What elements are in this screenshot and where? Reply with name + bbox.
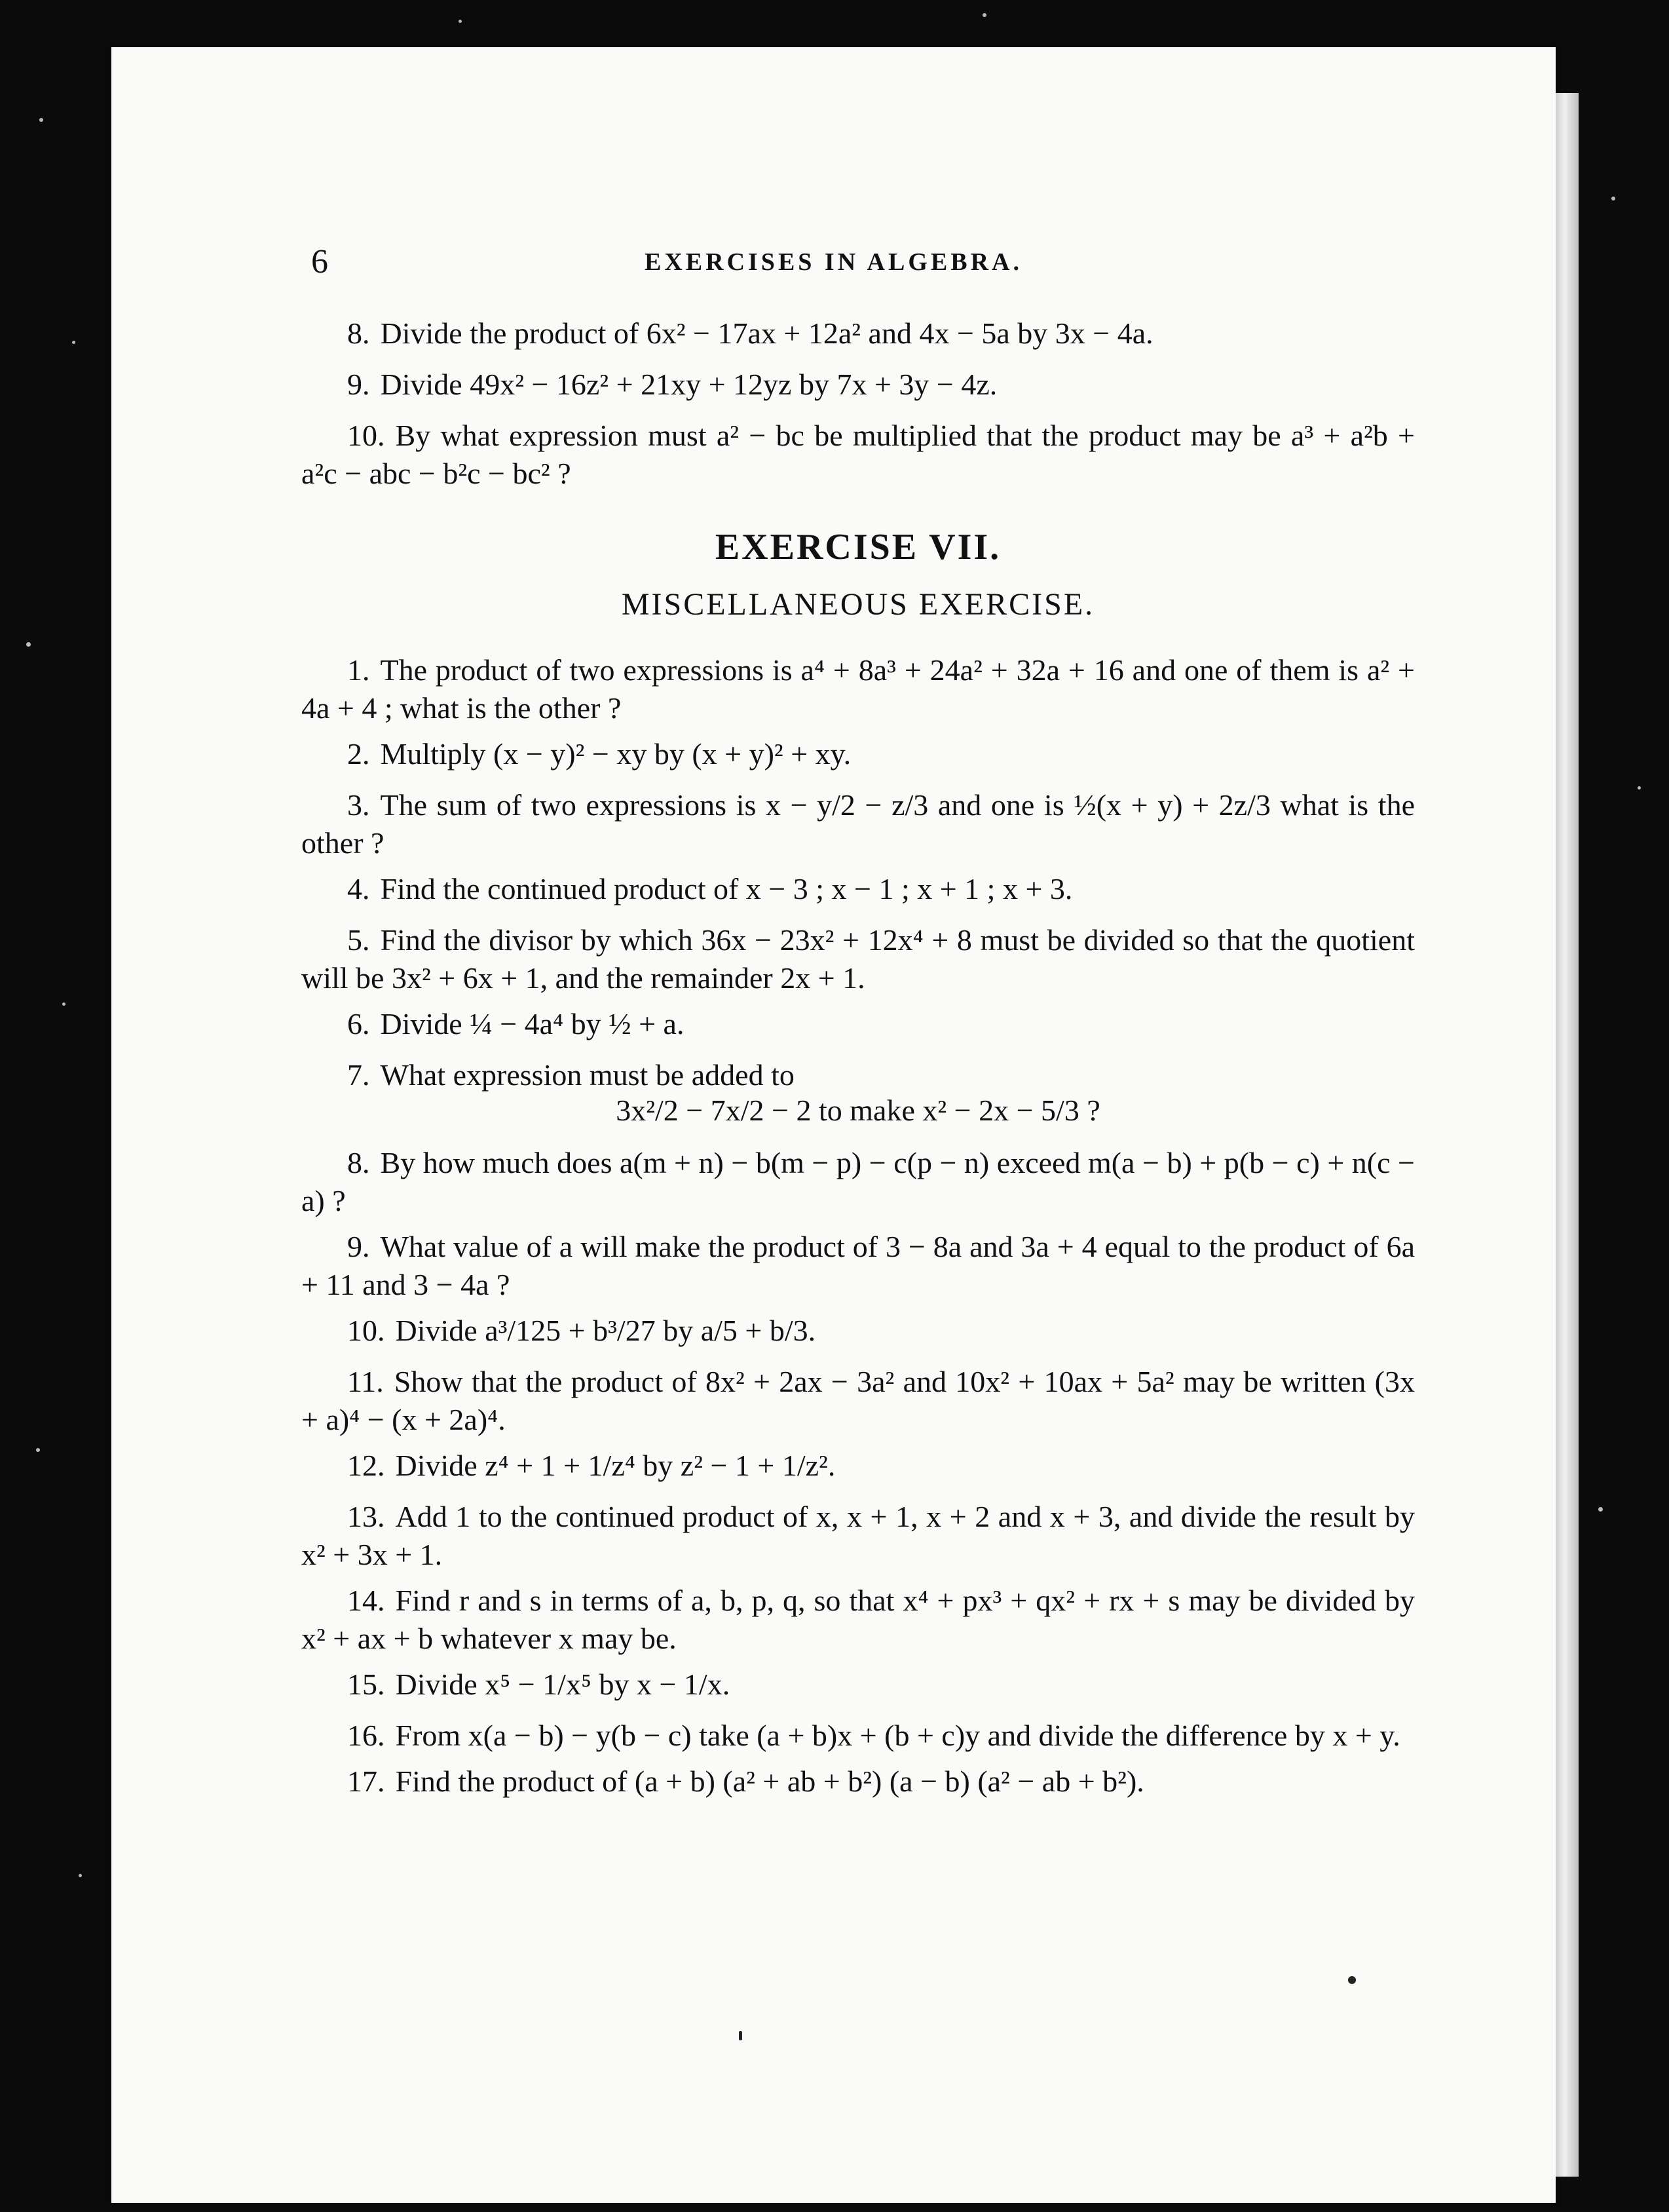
problem-item: 15. Divide x⁵ − 1/x⁵ by x − 1/x. bbox=[347, 1668, 730, 1701]
problem-item: 4. Find the continued product of x − 3 ; x − 1 ; x + 1 ; x + 3. bbox=[347, 872, 1073, 906]
problem-item: 12. Divide z⁴ + 1 + 1/z⁴ by z² − 1 + 1/z². bbox=[347, 1449, 836, 1482]
running-title: EXERCISES IN ALGEBRA. bbox=[645, 248, 1022, 276]
book-page bbox=[111, 47, 1556, 2203]
page-header bbox=[111, 242, 1556, 295]
scan-speck bbox=[79, 1874, 82, 1877]
page-content bbox=[301, 315, 1415, 1814]
problem-item: 1. The product of two expressions is a⁴ + 8a³ + 24a² + 32a + 16 and one of them is a² + 4a + 4 ; what is the other ? bbox=[301, 653, 1415, 725]
scan-speck bbox=[36, 1448, 40, 1452]
exercise-problems bbox=[301, 651, 1415, 1801]
scan-speck bbox=[1638, 786, 1641, 790]
problem-item: 2. Multiply (x − y)² − xy by (x + y)² + xy. bbox=[347, 737, 852, 771]
problem-item: 17. Find the product of (a + b) (a² + ab + b²) (a − b) (a² − ab + b²). bbox=[347, 1764, 1144, 1798]
previous-exercise-problems bbox=[301, 315, 1415, 493]
problem-item: 10. By what expression must a² − bc be multiplied that the product may be a³ + a²b + a²c − abc − b²c − bc² ? bbox=[301, 419, 1415, 490]
problem-item: 9. Divide 49x² − 16z² + 21xy + 12yz by 7x + 3y − 4z. bbox=[347, 368, 998, 401]
page-number: 6 bbox=[311, 243, 328, 280]
scan-speck bbox=[26, 642, 31, 647]
problem-item: 5. Find the divisor by which 36x − 23x² + 12x⁴ + 8 must be divided so that the quotient will be 3x² + 6x + 1, and the remainder 2x + 1. bbox=[301, 923, 1415, 995]
problem-item: 13. Add 1 to the continued product of x, x + 1, x + 2 and x + 3, and divide the result by x² + 3x + 1. bbox=[301, 1500, 1415, 1571]
ink-spot bbox=[1348, 1976, 1356, 1984]
problem-item: 14. Find r and s in terms of a, b, p, q, so that x⁴ + px³ + qx² + rx + s may be divided by x² + ax + b whatever x may be. bbox=[301, 1584, 1415, 1655]
problem-item: 10. Divide a³/125 + b³/27 by a/5 + b/3. bbox=[347, 1314, 816, 1347]
exercise-heading: EXERCISE VII. bbox=[715, 527, 1002, 567]
scan-speck bbox=[459, 20, 462, 23]
problem-item: 8. Divide the product of 6x² − 17ax + 12a² and 4x − 5a by 3x − 4a. bbox=[347, 316, 1153, 350]
page-edge bbox=[1556, 93, 1579, 2177]
scan-speck bbox=[1598, 1507, 1603, 1512]
ink-spot bbox=[739, 2031, 742, 2040]
problem-item: 3. The sum of two expressions is x − y/2 − z/3 and one is ½(x + y) + 2z/3 what is the other ? bbox=[301, 788, 1415, 860]
problem-item: 11. Show that the product of 8x² + 2ax − 3a² and 10x² + 10ax + 5a² may be written (3x + a)⁴ − (x + 2a)⁴. bbox=[301, 1365, 1415, 1436]
problem-item: 7. What expression must be added to bbox=[347, 1058, 795, 1092]
problem-item: 8. By how much does a(m + n) − b(m − p) − c(p − n) exceed m(a − b) + p(b − c) + n(c − a) ? bbox=[301, 1146, 1415, 1217]
problem-item: 6. Divide ¼ − 4a⁴ by ½ + a. bbox=[347, 1007, 684, 1040]
problem-item-continuation: 3x²/2 − 7x/2 − 2 to make x² − 2x − 5/3 ? bbox=[616, 1094, 1100, 1127]
problem-item: 16. From x(a − b) − y(b − c) take (a + b)x + (b + c)y and divide the difference by x + y. bbox=[347, 1719, 1400, 1752]
scan-speck bbox=[1611, 197, 1615, 200]
problem-item: 9. What value of a will make the product of 3 − 8a and 3a + 4 equal to the product of 6a + 11 and 3 − 4a ? bbox=[301, 1230, 1415, 1301]
exercise-subheading: MISCELLANEOUS EXERCISE. bbox=[621, 587, 1095, 622]
scan-speck bbox=[62, 1002, 66, 1006]
scan-speck bbox=[39, 118, 43, 122]
scan-speck bbox=[983, 13, 986, 17]
scan-speck bbox=[72, 341, 75, 344]
